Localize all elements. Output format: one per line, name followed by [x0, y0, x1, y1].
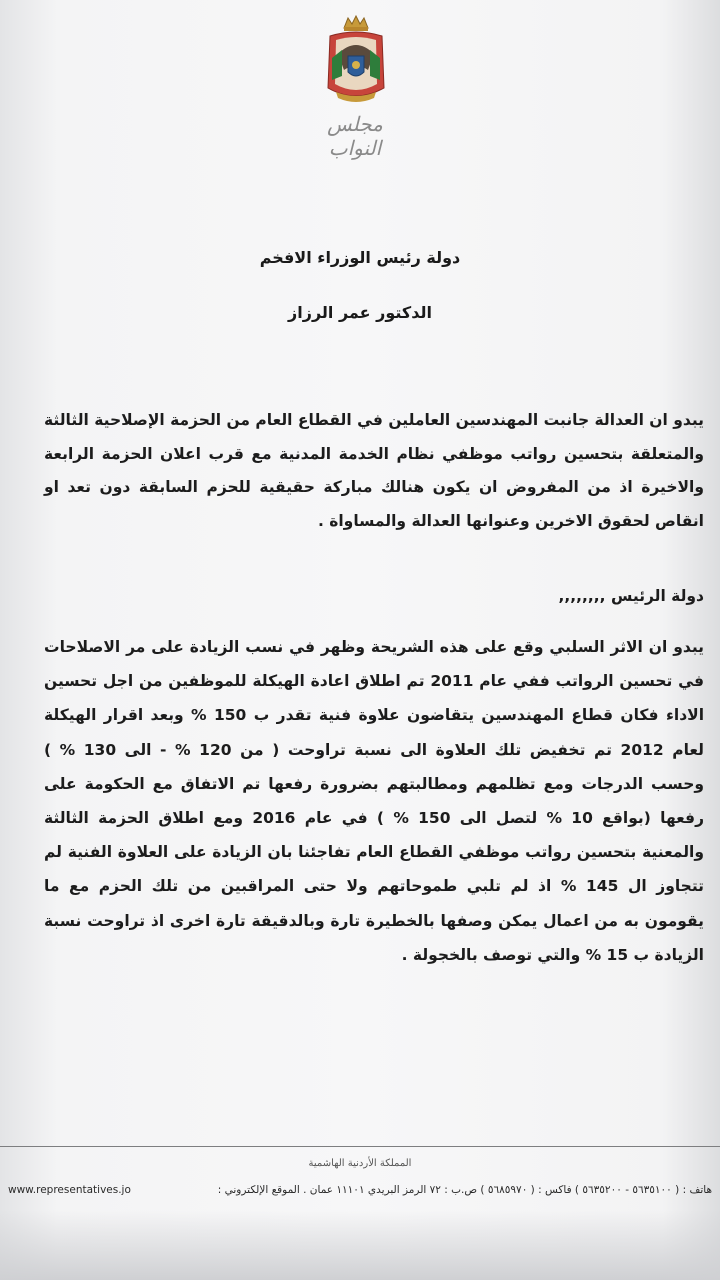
- parliament-name: مجلس النواب: [327, 112, 383, 160]
- addressee-title: دولة رئيس الوزراء الافخم: [259, 248, 461, 267]
- salutation: دولة الرئيس ,,,,,,,,: [558, 587, 704, 605]
- paragraph-2: يبدو ان الاثر السلبي وقع على هذه الشريحة وظهر في نسب الزيادة على مر الاصلاحات في تحسين الرواتب ففي عام 2011 تم اطلاق اعادة الهيكلة للموظفين من اجل تحسين الاداء فكان قطاع المهندسين يتقاضون علاوة فنية تقدر ب 150 % وبعد اقرار الهيكلة لعام 2012 تم تخفيض تلك العلاوة الى نسبة تراوحت ( من 120 % - الى 130 % ) وحسب الدرجات ومع تظلمهم ومطالبتهم بضرورة رفعها تم الاتفاق مع الحكومة على رفعها (بواقع 10 % لتصل الى 150 % ) في عام 2016 ومع اطلاق الحزمة الثالثة والمعنية بتحسين رواتب موظفي القطاع العام تفاجئنا بان الزيادة على العلاوة الفنية لم تتجاوز ال 145 % اذ لم تلبي طموحاتهم ولا حتى المراقبين من تلك الحزم مع ما يقومون به من اعمال يمكن وصفها بالخطيرة تارة وبالدقيقة تارة اخرى اذ تراوحت نسبة الزيادة ب 15 % والتي توصف بالخجولة .: [44, 638, 705, 964]
- kingdom-name: المملكة الأردنية الهاشمية: [308, 1158, 412, 1169]
- footer-divider: [0, 1146, 720, 1147]
- addressee-name: الدكتور عمر الرزاز: [288, 303, 432, 322]
- website-link[interactable]: www.representatives.jo: [8, 1184, 131, 1196]
- royal-crest-emblem: [322, 14, 390, 106]
- paragraph-1: يبدو ان العدالة جانبت المهندسين العاملين في القطاع العام من الحزمة الإصلاحية الثالثة والمتعلقة بتحسين رواتب موظفي نظام الخدمة المدنية مع قرب اعلان الحزمة الرابعة والاخيرة اذ من المفروض ان يكون هنالك مباركة حقيقية للحزم السابقة دون تعد او انقاص لحقوق الاخرين وعنوانها العدالة والمساواة .: [44, 411, 704, 530]
- page-shadow: [0, 1210, 720, 1280]
- contact-details: هاتف : ( ٥٦٣٥١٠٠ - ٥٦٣٥٢٠٠ ) فاكس : ( ٥٦٨٥٩٧٠ ) ص.ب : ٧٢ الرمز البريدي ١١١٠١ عمان . الموقع الإلكتروني :: [217, 1184, 712, 1196]
